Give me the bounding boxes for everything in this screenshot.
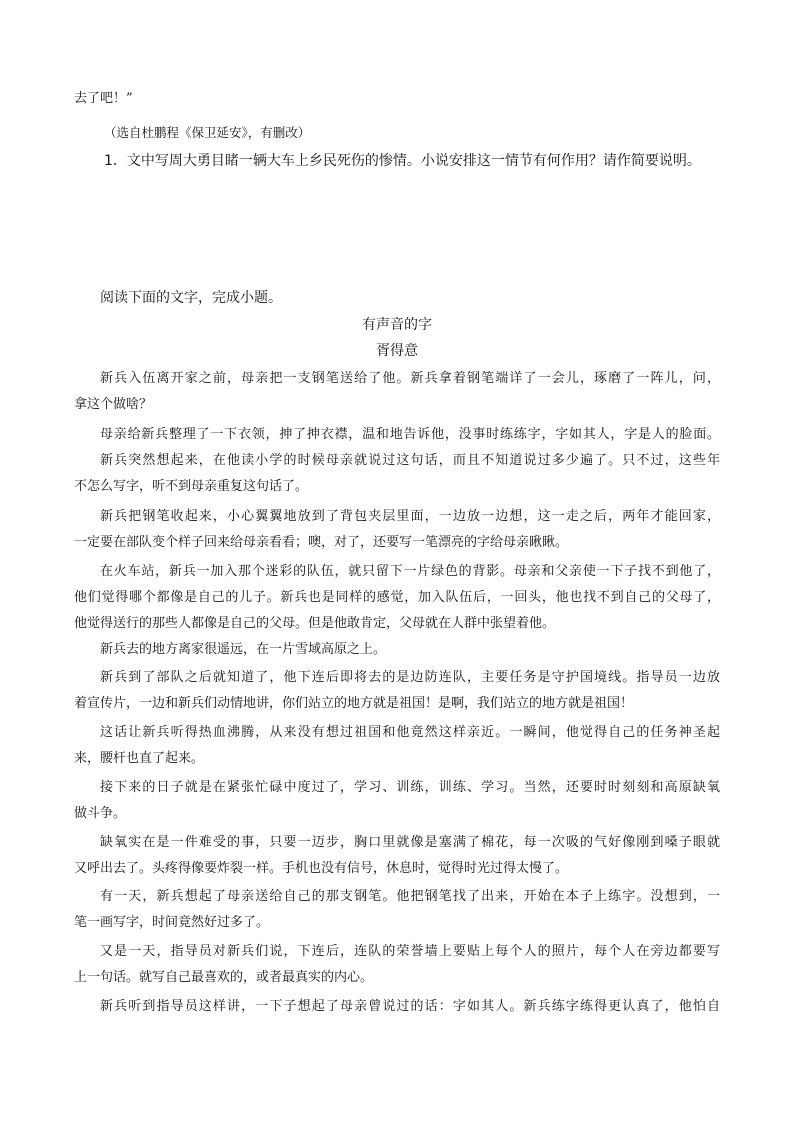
article-line: 新兵去的地方离家很遥远，在一片雪域高原之上。	[100, 642, 387, 657]
article-line: 这话让新兵听得热血沸腾，从来没有想过祖国和他竟然这样亲近。一瞬间，他觉得自己的任务神圣起	[100, 725, 720, 740]
article-line: 接下来的日子就是在紧张忙碌中度过了，学习、训练，训练、学习。当然，还要时时刻刻和高原缺氧	[100, 780, 720, 795]
article-line: 着宣传片，一边和新兵们动情地讲，你们站立的地方就是祖国！是啊，我们站立的地方就是祖国！	[74, 696, 634, 711]
article-line: 他们觉得哪个都像是自己的儿子。新兵也是同样的感觉，加入队伍后，一回头，他也找不到自己的父母了，	[74, 590, 720, 605]
question-1: 1．文中写周大勇目睹一辆大车上乡民死伤的惨情。小说安排这一情节有何作用？请作简要说明。	[104, 153, 701, 169]
article-line: 在火车站，新兵一加入那个迷彩的队伍，就只留下一片绿色的背影。母亲和父亲使一下子找不到他了，	[100, 564, 720, 579]
article-title: 有声音的字	[362, 317, 432, 333]
article-author: 胥得意	[376, 343, 418, 359]
article-line: 一定要在部队变个样子回来给母亲看看；噢，对了，还要写一笔漂亮的字给母亲瞅瞅。	[74, 535, 569, 550]
article-line: 新兵突然想起来，在他读小学的时候母亲就说过这句话，而且不知道说过多少遍了。只不过，这些年	[100, 453, 720, 468]
article-line: 不怎么写字，听不到母亲重复这句话了。	[74, 479, 309, 494]
reading-instruction: 阅读下面的文字，完成小题。	[100, 290, 282, 306]
article-line: 新兵把钢笔收起来，小心翼翼地放到了背包夹层里面，一边放一边想，这一走之后，两年才能回家，	[100, 509, 720, 524]
article-line: 新兵到了部队之后就知道了，他下连后即将去的是边防连队，主要任务是守护国境线。指导员一边放	[100, 670, 720, 685]
article-line: 又呼出去了。头疼得像要炸裂一样。手机也没有信号，休息时，觉得时光过得太慢了。	[74, 861, 569, 876]
article-line: 上一句话。就写自己最喜欢的，或者最真实的内心。	[74, 970, 374, 985]
article-line: 笔一画写字，时间竟然好过多了。	[74, 915, 270, 930]
article-line: 来，腰杆也直了起来。	[74, 751, 205, 766]
article-line: 母亲给新兵整理了一下衣领，抻了抻衣襟，温和地告诉他，没事时练练字，字如其人，字是人的脸面。	[100, 427, 720, 442]
article-line: 又是一天，指导员对新兵们说，下连后，连队的荣誉墙上要贴上每个人的照片，每个人在旁边都要写	[100, 944, 720, 959]
article-line: 他觉得送行的那些人都像是自己的父母。但是他敢肯定，父母就在人群中张望着他。	[74, 616, 556, 631]
source-citation: （选自杜鹏程《保卫延安》，有删改）	[104, 125, 311, 140]
article-line: 新兵入伍离开家之前，母亲把一支钢笔送给了他。新兵拿着钢笔端详了一会儿，琢磨了一阵儿，问，	[100, 371, 720, 386]
previous-passage-ending: 去了吧！”	[74, 91, 133, 106]
article-line: 拿这个做啥？	[74, 397, 153, 412]
article-line: 新兵听到指导员这样讲，一下子想起了母亲曾说过的话：字如其人。新兵练字练得更认真了，他怕自	[100, 999, 720, 1014]
article-line: 缺氧实在是一件难受的事，只要一迈步，胸口里就像是塞满了棉花，每一次吸的气好像刚到嗓子眼就	[100, 835, 720, 850]
article-line: 有一天，新兵想起了母亲送给自己的那支钢笔。他把钢笔找了出来，开始在本子上练字。没想到，一	[100, 889, 720, 904]
article-line: 做斗争。	[74, 806, 127, 821]
